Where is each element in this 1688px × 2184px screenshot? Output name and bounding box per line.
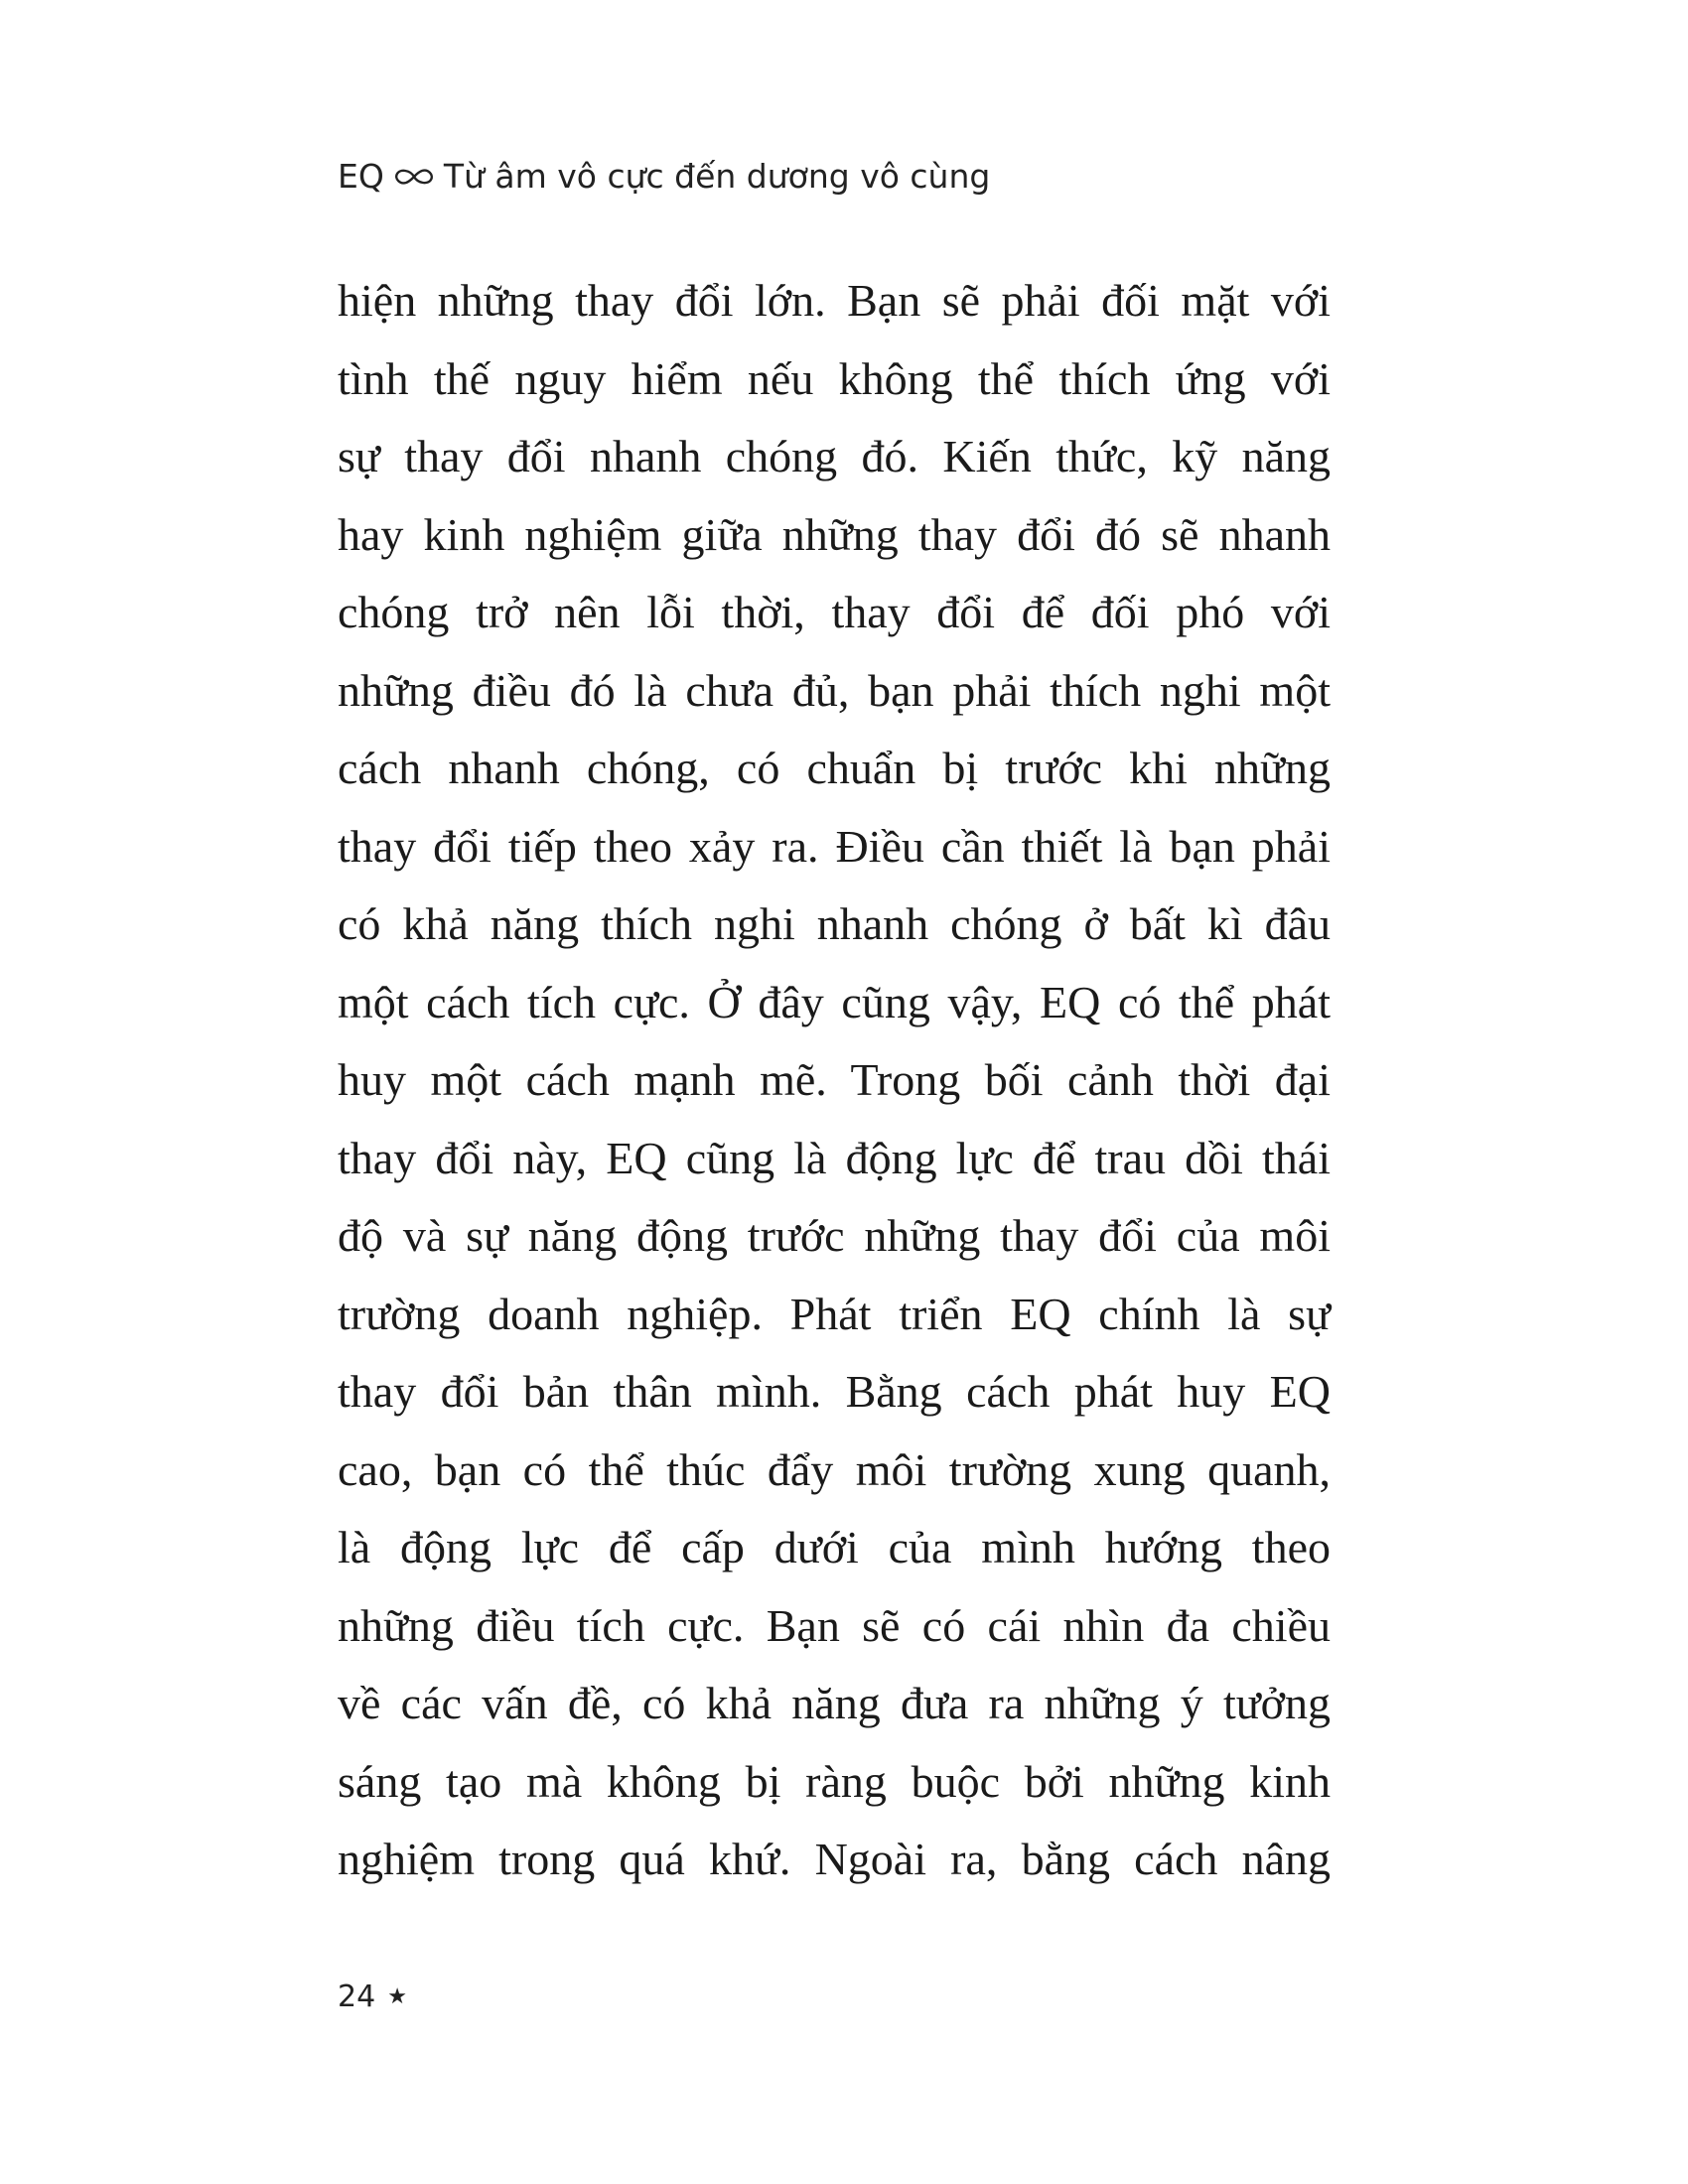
running-header: [338, 155, 990, 199]
text-line: trường doanh nghiệp. Phát triển EQ chính là sự: [338, 1288, 1331, 1339]
text-line: một cách tích cực. Ở đây cũng vậy, EQ có thể phát: [338, 976, 1331, 1027]
page-number: 24: [338, 1979, 376, 2014]
text-line: độ và sự năng động trước những thay đổi của môi: [338, 1210, 1331, 1261]
text-line: cách nhanh chóng, có chuẩn bị trước khi những: [338, 743, 1331, 793]
text-line: huy một cách mạnh mẽ. Trong bối cảnh thời đại: [338, 1054, 1331, 1105]
text-line: thay đổi bản thân mình. Bằng cách phát huy EQ: [338, 1366, 1331, 1417]
text-line: chóng trở nên lỗi thời, thay đổi để đối phó với: [338, 587, 1331, 637]
text-line: cao, bạn có thể thúc đẩy môi trường xung quanh,: [338, 1443, 1331, 1495]
text-line: về các vấn đề, có khả năng đưa ra những ý tưởng: [338, 1678, 1331, 1728]
text-line: những điều đó là chưa đủ, bạn phải thích nghi một: [338, 664, 1331, 716]
text-line: những điều tích cực. Bạn sẽ có cái nhìn đa chiều: [338, 1599, 1331, 1651]
body-paragraph: [338, 262, 1331, 1899]
star-icon: ★: [387, 1984, 407, 2009]
text-line: thay đổi tiếp theo xảy ra. Điều cần thiết là bạn phải: [338, 820, 1331, 872]
text-line: có khả năng thích nghi nhanh chóng ở bất kì đâu: [338, 898, 1331, 949]
infinity-icon: [392, 166, 436, 188]
text-line: hay kinh nghiệm giữa những thay đổi đó sẽ nhanh: [338, 508, 1331, 560]
page-footer: [338, 1978, 407, 2017]
text-line: nghiệm trong quá khứ. Ngoài ra, bằng cách nâng: [338, 1834, 1331, 1884]
text-line: thay đổi này, EQ cũng là động lực để trau dồi thái: [338, 1132, 1331, 1183]
text-line: hiện những thay đổi lớn. Bạn sẽ phải đối mặt với: [338, 275, 1331, 326]
header-eq-label: EQ: [338, 157, 384, 196]
text-line: tình thế nguy hiểm nếu không thể thích ứng với: [338, 352, 1331, 404]
text-line: sáng tạo mà không bị ràng buộc bởi những kinh: [338, 1755, 1331, 1807]
text-line: sự thay đổi nhanh chóng đó. Kiến thức, kỹ năng: [338, 431, 1331, 481]
text-line: là động lực để cấp dưới của mình hướng theo: [338, 1522, 1331, 1572]
header-title: Từ âm vô cực đến dương vô cùng: [443, 157, 991, 196]
